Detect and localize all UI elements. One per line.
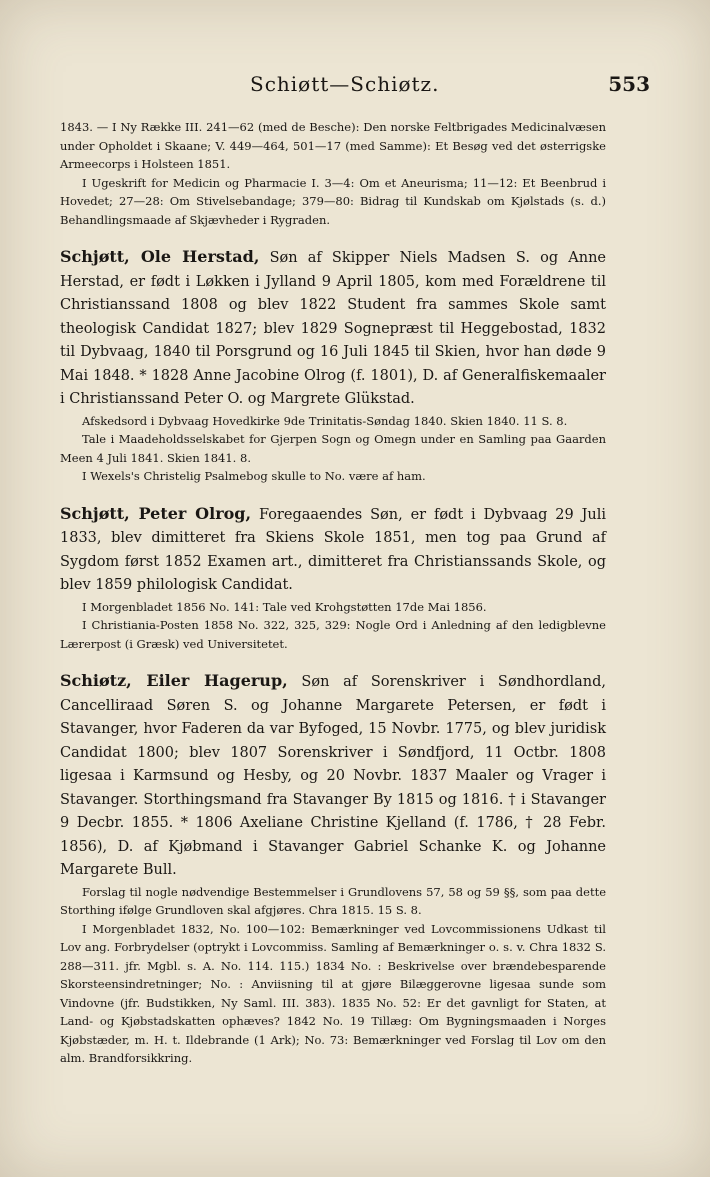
entry-bio: Søn af Skipper Niels Madsen S. og Anne Herstad, er født i Løkken i Jylland 9 April 1805, kom med Forældrene til Christianssand 1808 og blev 1822 Student fra sammes Skole samt theologisk Candidat 1827; blev 1829 Sognepræst til Heggebostad, 1832 til Dybvaag, 1840 til Porsgrund og 16 Juli 1845 til Skien, hvor han døde 9 Mai 1848. * 1828 Anne Jacobine Olrog (f. 1801), D. af Generalfiskemaaler i Christianssand Peter O. og Margrete Glükstad.	[60, 250, 606, 407]
biography-entry	[60, 669, 606, 1068]
entry-work: I Morgenbladet 1856 No. 141: Tale ved Krohgstøtten 17de Mai 1856.	[82, 599, 487, 614]
page-number: 553	[608, 72, 650, 96]
entry-work: I Christiania-Posten 1858 No. 322, 325, 329: Nogle Ord i Anledning af den ledigblevne Lærerpost (i Græsk) ved Universitetet.	[60, 618, 606, 651]
biography-entry	[60, 502, 606, 654]
page-header	[60, 72, 650, 102]
entry-work: I Morgenbladet 1832, No. 100—102: Bemærkninger ved Lovcommissionens Udkast til Lov ang. Forbrydelser (optrykt i Lovcommiss. Samling af Bemærkninger o. s. v. Chra 1832 S. 288—311. jfr. Mgbl. s. A. No. 114. 115.) 1834 No. : Beskrivelse over brændebesparende Skorsteensindretninger; No. : Anviisning til at gjøre Bilæggerovne ligesaa sunde som Vindovne (jfr. Budstikken, Ny Saml. III. 383). 1835 No. 52: Er det gavnligt for Staten, at Land- og Kjøbstadskatten ophæves? 1842 No. 19 Tillæg: Om Bygningsmaaden i Norges Kjøbstæder, m. H. t. Ildebrande (1 Ark); No. 73: Bemærkninger ved Forslag til Lov om den alm. Brandforsikkring.	[60, 921, 606, 1065]
page-body	[60, 118, 606, 1068]
entry-text	[60, 502, 606, 598]
biography-entry	[60, 245, 606, 486]
entry-work: Forslag til nogle nødvendige Bestemmelser i Grundlovens 57, 58 og 59 §§, som paa dette Storthing ifølge Grundloven skal afgjøres. Chra 1815. 15 S. 8.	[60, 884, 606, 917]
entry-name: Schjøtt, Peter Olrog,	[60, 503, 252, 523]
entry-text	[60, 245, 606, 412]
entry-work: Tale i Maadeholdsselskabet for Gjerpen Sogn og Omegn under en Samling paa Gaarden Meen 4 Juli 1841. Skien 1841. 8.	[60, 432, 606, 465]
intro-paragraph: 1843. — I Ny Række III. 241—62 (med de Besche): Den norske Feltbrigades Medicinalvæsen under Opholdet i Skaane; V. 449—464, 501—17 (med Samme): Et Besøg ved det østerrigske Armeecorps i Holsteen 1851.	[60, 120, 606, 171]
entry-name: Schiøtz, Eiler Hagerup,	[60, 671, 288, 690]
entry-name: Schjøtt, Ole Herstad,	[60, 247, 260, 266]
intro-paragraph: I Ugeskrift for Medicin og Pharmacie I. 3—4: Om et Aneurisma; 11—12: Et Beenbrud i Hovedet; 27—28: Om Stivelsebandage; 379—80: Bidrag til Kundskab om Kjølstads (s. d.) Behandlingsmaade af Skjævheder i Rygraden.	[60, 175, 606, 227]
entry-work: I Wexels's Christelig Psalmebog skulle to No. være af ham.	[82, 469, 426, 483]
entry-bio: Foregaaendes Søn, er født i Dybvaag 29 Juli 1833, blev dimitteret fra Skiens Skole 1851, men tog paa Grund af Sygdom først 1852 Examen art., dimitteret fra Christianssands Skole, og blev 1859 philologisk Candidat.	[60, 506, 607, 593]
entry-text	[60, 669, 606, 883]
entry-work: Afskedsord i Dybvaag Hovedkirke 9de Trinitatis-Søndag 1840. Skien 1840. 11 S. 8.	[82, 413, 568, 428]
running-head: Schiøtt—Schiøtz.	[250, 72, 440, 96]
entry-bio: Søn af Sorenskriver i Søndhordland, Cancelliraad Søren S. og Johanne Margarete Petersen, er født i Stavanger, hvor Faderen da var Byfoged, 15 Novbr. 1775, og blev juridisk Candidat 1800; blev 1807 Sorenskriver i Søndfjord, 11 Octbr. 1808 ligesaa i Karmsund og Hesby, og 20 Novbr. 1837 Maaler og Vrager i Stavanger. Storthingsmand fra Stavanger By 1815 og 1816. † i Stavanger 9 Decbr. 1855. * 1806 Axeliane Christine Kjelland (f. 1786, † 28 Febr. 1856), D. af Kjøbmand i Stavanger Gabriel Schanke K. og Johanne Margarete Bull.	[60, 674, 607, 878]
